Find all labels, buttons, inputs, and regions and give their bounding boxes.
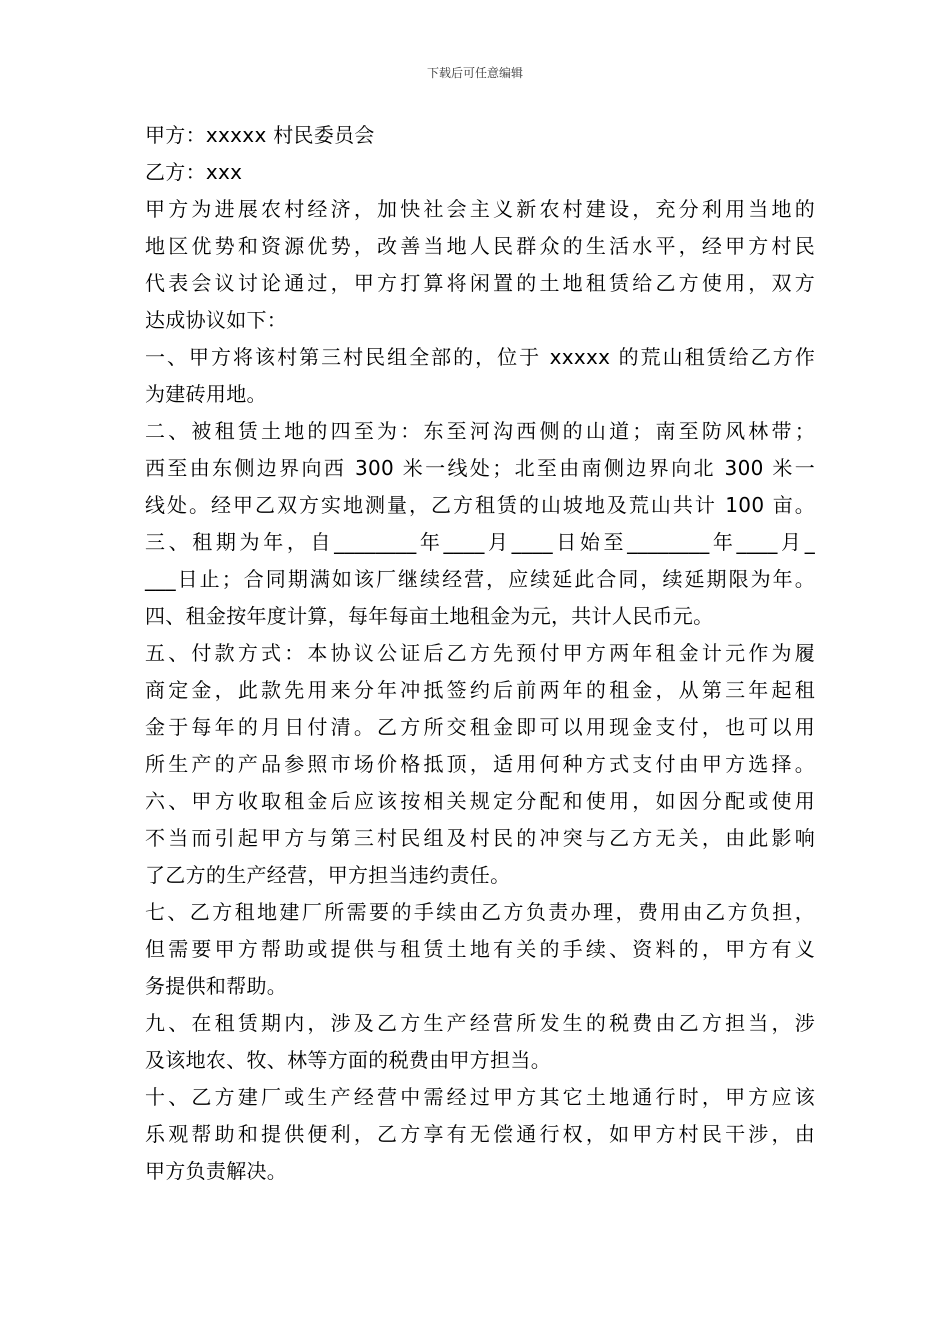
document-line: 代表会议讨论通过，甲方打算将闲置的土地租赁给乙方使用，双方 [145, 271, 815, 295]
document-body [145, 117, 815, 1190]
document-line: 甲方：xxxxx 村民委员会 [145, 123, 375, 147]
document-line: 七、乙方租地建厂所需要的手续由乙方负责办理，费用由乙方负担， [145, 900, 815, 924]
document-line: ___日止；合同期满如该厂继续经营，应续延此合同，续延期限为年。 [145, 567, 815, 591]
document-line: 甲方负责解决。 [145, 1159, 288, 1183]
document-line: 务提供和帮助。 [145, 974, 288, 998]
document-line: 四、租金按年度计算，每年每亩土地租金为元，共计人民币元。 [145, 604, 714, 628]
document-line: 及该地农、牧、林等方面的税费由甲方担当。 [145, 1048, 551, 1072]
document-line: 五、付款方式：本协议公证后乙方先预付甲方两年租金计元作为履 [145, 641, 815, 665]
document-line: 地区优势和资源优势，改善当地人民群众的生活水平，经甲方村民 [145, 234, 815, 258]
document-line: 九、在租赁期内，涉及乙方生产经营所发生的税费由乙方担当，涉 [145, 1011, 815, 1035]
document-line: 线处。经甲乙双方实地测量，乙方租赁的山坡地及荒山共计 100 亩。 [145, 493, 815, 517]
document-line: 为建砖用地。 [145, 382, 267, 406]
document-line: 不当而引起甲方与第三村民组及村民的冲突与乙方无关，由此影响 [145, 826, 815, 850]
page-header: 下载后可任意编辑 [426, 66, 523, 80]
document-line: 十、乙方建厂或生产经营中需经过甲方其它土地通行时，甲方应该 [145, 1085, 815, 1109]
document-line: 三、租期为年，自________年____月____日始至________年____月_ [145, 530, 815, 554]
document-line: 达成协议如下： [145, 308, 288, 332]
document-line: 甲方为进展农村经济，加快社会主义新农村建设，充分利用当地的 [145, 197, 815, 221]
document-line: 了乙方的生产经营，甲方担当违约责任。 [145, 863, 511, 887]
document-line: 乙方：xxx [145, 160, 243, 184]
document-line: 二、被租赁土地的四至为：东至河沟西侧的山道；南至防风林带； [145, 419, 815, 443]
document-line: 乐观帮助和提供便利，乙方享有无偿通行权，如甲方村民干涉，由 [145, 1122, 815, 1146]
document-line: 但需要甲方帮助或提供与租赁土地有关的手续、资料的，甲方有义 [145, 937, 815, 961]
document-line: 一、甲方将该村第三村民组全部的，位于 xxxxx 的荒山租赁给乙方作 [145, 345, 815, 369]
document-line: 六、甲方收取租金后应该按相关规定分配和使用，如因分配或使用 [145, 789, 815, 813]
document-line: 商定金，此款先用来分年冲抵签约后前两年的租金，从第三年起租 [145, 678, 815, 702]
document-line: 金于每年的月日付清。乙方所交租金即可以用现金支付，也可以用 [145, 715, 815, 739]
document-line: 所生产的产品参照市场价格抵顶，适用何种方式支付由甲方选择。 [145, 752, 815, 776]
document-line: 西至由东侧边界向西 300 米一线处；北至由南侧边界向北 300 米一 [145, 456, 815, 480]
